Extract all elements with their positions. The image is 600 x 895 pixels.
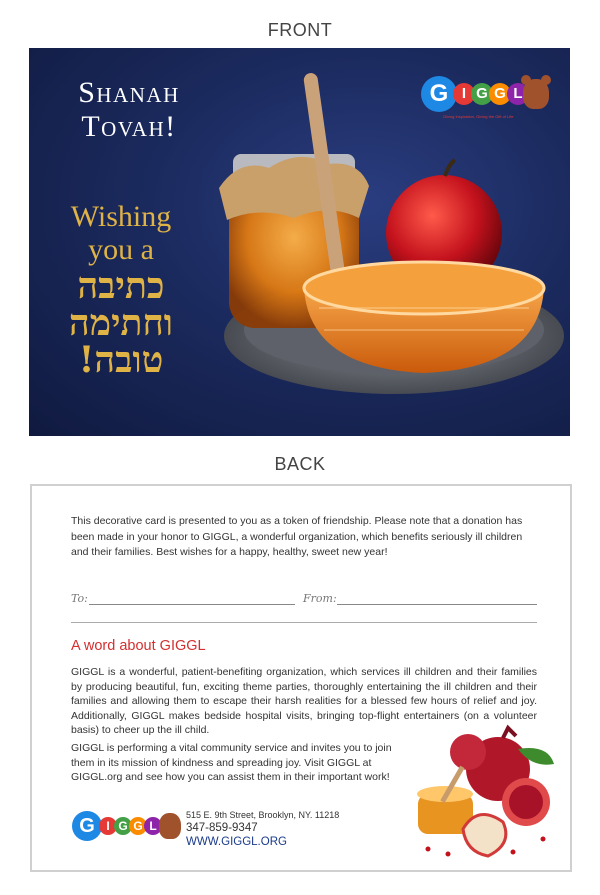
logo-tagline: Giving Inspiration, Giving the Gift of Life — [443, 114, 514, 119]
about-title: A word about GIGGL — [71, 638, 206, 654]
front-giggl-logo — [421, 76, 549, 119]
wishing-line-1: Wishing — [70, 200, 172, 233]
about-paragraph-1: GIGGL is a wonderful, patient-benefiting organization, which services ill children and their families by producing beautiful, fun, exciting theme parties, thoroughly entertaining the ill children and their families and allowing them to escape their harsh realities for a blessed few hours of relief and joy. Additionally, GIGGL makes bedside hospital visits, bringing top-flight entertainers (on a volunteer basis) to cheer up the ill child. — [71, 666, 537, 736]
intro-text: This decorative card is presented to you as a token of friendship. Please note that a donation has been made in your honor to GIGGL, a wonderful organization, which benefits seriously ill children and their families. Best wishes for a happy, healthy, sweet new year! — [71, 515, 523, 558]
logo-letter-l: L — [507, 83, 529, 105]
greeting-line-1: Shanah — [78, 76, 180, 109]
front-card — [29, 48, 570, 436]
logo-letter-i: I — [453, 83, 475, 105]
website-link[interactable]: WWW.GIGGL.ORG — [186, 836, 287, 848]
phone-number: 347-859-9347 — [186, 822, 258, 834]
greeting-heading — [59, 76, 199, 144]
hebrew-line-2: וחתימה — [69, 302, 173, 344]
apple-slice-shape — [463, 814, 506, 856]
logo-letter-l: L — [144, 817, 162, 835]
to-label: To: — [71, 592, 88, 605]
wishing-line-2: you a — [88, 233, 154, 266]
hebrew-line-1: כתיבה — [77, 265, 165, 307]
logo-letter-g1: G — [72, 811, 102, 841]
teddy-bear-icon — [523, 79, 549, 109]
logo-letter-i: I — [99, 817, 117, 835]
logo-letter-g2: G — [114, 817, 132, 835]
wishing-text — [57, 200, 185, 266]
logo-letter-g3: G — [129, 817, 147, 835]
honey-apple-illustration — [209, 68, 569, 428]
from-line — [337, 604, 537, 605]
section-divider — [71, 622, 537, 623]
back-section-label: BACK — [274, 454, 326, 474]
logo-letter-g1: G — [421, 76, 457, 112]
teddy-bear-icon — [159, 813, 181, 839]
greeting-line-2: Tovah! — [81, 110, 177, 143]
to-line — [89, 604, 295, 605]
logo-letter-g2: G — [471, 83, 493, 105]
logo-letter-g3: G — [489, 83, 511, 105]
front-section-label: FRONT — [267, 20, 333, 40]
hebrew-line-3: טובה! — [78, 339, 164, 381]
address: 515 E. 9th Street, Brooklyn, NY. 11218 — [186, 810, 340, 820]
about-paragraph-2: GIGGL is performing a vital community service and invites you to join them in its mission of kindness and spreading joy. Visit GIGGL at GIGGL.org and see how you can assist them in their important work! — [71, 742, 392, 783]
back-card — [30, 484, 572, 872]
contact-block — [186, 810, 339, 848]
from-label: From: — [303, 592, 337, 605]
pomegranate-honey-illustration — [408, 724, 558, 864]
hebrew-blessing — [61, 265, 181, 381]
back-giggl-logo — [72, 811, 181, 841]
to-from-fields — [71, 594, 537, 610]
